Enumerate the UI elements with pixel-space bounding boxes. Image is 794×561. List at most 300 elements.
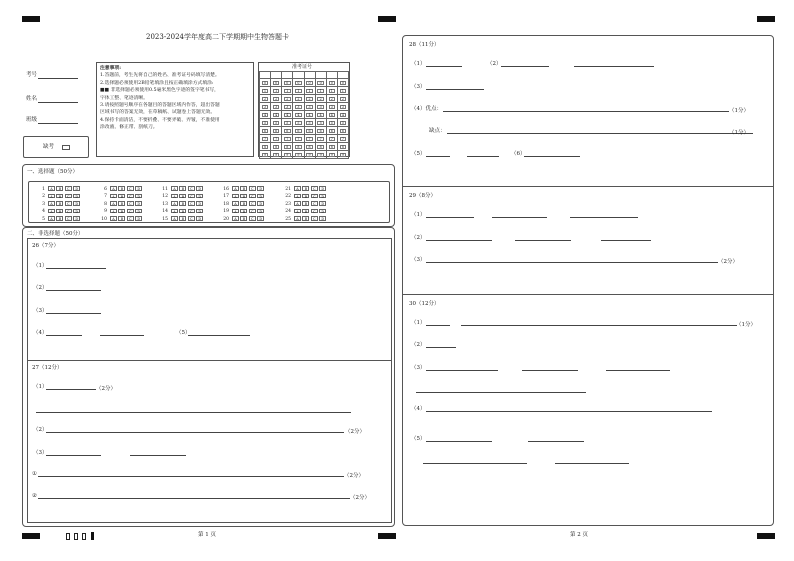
id-write-cell[interactable] <box>271 72 282 79</box>
mcq-option-bubble[interactable]: C <box>249 216 256 221</box>
id-digit-cell[interactable] <box>293 79 304 87</box>
id-digit-cell[interactable] <box>282 79 293 87</box>
id-digit-cell[interactable] <box>315 119 326 127</box>
mcq-option-bubble[interactable]: D <box>257 216 264 221</box>
id-digit-bubble[interactable]: 8 <box>273 145 280 149</box>
mcq-option-bubble[interactable]: B <box>179 186 186 191</box>
id-digit-bubble[interactable]: 2 <box>340 97 347 101</box>
id-digit-bubble[interactable]: 6 <box>317 129 324 133</box>
mcq-option-bubble[interactable]: D <box>73 209 80 214</box>
id-digit-cell[interactable] <box>271 79 282 87</box>
mcq-option-bubble[interactable]: A <box>110 209 117 214</box>
q28-answer-2a[interactable] <box>501 66 549 67</box>
id-digit-bubble[interactable]: 0 <box>340 81 347 85</box>
mcq-option-bubble[interactable]: D <box>257 194 264 199</box>
id-digit-cell[interactable] <box>315 151 326 159</box>
id-digit-cell[interactable] <box>282 87 293 95</box>
id-digit-bubble[interactable]: 2 <box>306 97 313 101</box>
id-digit-bubble[interactable]: 0 <box>295 81 302 85</box>
id-digit-cell[interactable] <box>337 111 348 119</box>
mcq-option-bubble[interactable]: D <box>319 216 326 221</box>
id-digit-cell[interactable] <box>293 111 304 119</box>
id-digit-bubble[interactable]: 1 <box>295 89 302 93</box>
mcq-option-bubble[interactable]: C <box>65 209 72 214</box>
q26-answer-4a[interactable] <box>46 335 82 336</box>
id-digit-bubble[interactable]: 8 <box>295 145 302 149</box>
q30-answer-3c[interactable] <box>606 370 670 371</box>
id-digit-cell[interactable] <box>326 143 337 151</box>
q30-answer-3a[interactable] <box>426 370 498 371</box>
mcq-option-bubble[interactable]: C <box>65 194 72 199</box>
id-digit-bubble[interactable]: 5 <box>262 121 269 125</box>
id-digit-bubble[interactable]: 5 <box>340 121 347 125</box>
id-digit-cell[interactable] <box>315 79 326 87</box>
id-digit-cell[interactable] <box>326 127 337 135</box>
id-write-cell[interactable] <box>282 72 293 79</box>
id-digit-bubble[interactable]: 8 <box>306 145 313 149</box>
mcq-option-bubble[interactable]: C <box>65 201 72 206</box>
id-digit-cell[interactable] <box>282 127 293 135</box>
id-digit-bubble[interactable]: 1 <box>329 89 336 93</box>
mcq-option-bubble[interactable]: C <box>249 201 256 206</box>
mcq-option-bubble[interactable]: A <box>110 194 117 199</box>
mcq-option-bubble[interactable]: C <box>188 194 195 199</box>
id-digit-cell[interactable] <box>304 127 315 135</box>
mcq-option-bubble[interactable]: B <box>179 194 186 199</box>
id-digit-bubble[interactable]: 3 <box>340 105 347 109</box>
id-digit-bubble[interactable]: 3 <box>306 105 313 109</box>
id-digit-cell[interactable] <box>337 143 348 151</box>
id-digit-bubble[interactable]: 5 <box>306 121 313 125</box>
id-digit-cell[interactable] <box>260 143 271 151</box>
id-digit-cell[interactable] <box>293 119 304 127</box>
absent-checkbox[interactable] <box>62 145 70 150</box>
mcq-option-bubble[interactable]: C <box>311 209 318 214</box>
exam-number-field[interactable] <box>38 78 78 79</box>
mcq-option-bubble[interactable]: A <box>294 201 301 206</box>
q28-answer-2b[interactable] <box>574 66 654 67</box>
id-digit-cell[interactable] <box>260 79 271 87</box>
mcq-option-bubble[interactable]: D <box>319 194 326 199</box>
mcq-option-bubble[interactable]: A <box>110 186 117 191</box>
id-write-cell[interactable] <box>337 72 348 79</box>
mcq-option-bubble[interactable]: D <box>73 201 80 206</box>
q30-answer-1a[interactable] <box>426 325 450 326</box>
id-digit-cell[interactable] <box>271 111 282 119</box>
q30-answer-3b[interactable] <box>522 370 578 371</box>
q30-answer-5c[interactable] <box>423 463 527 464</box>
q26-answer-5[interactable] <box>188 335 250 336</box>
q27-answer-3a[interactable] <box>46 455 101 456</box>
id-digit-bubble[interactable]: 9 <box>262 153 269 157</box>
mcq-option-bubble[interactable]: B <box>56 186 63 191</box>
id-digit-bubble[interactable]: 2 <box>295 97 302 101</box>
mcq-option-bubble[interactable]: A <box>294 194 301 199</box>
id-digit-cell[interactable] <box>293 143 304 151</box>
id-digit-bubble[interactable]: 1 <box>273 89 280 93</box>
id-digit-bubble[interactable]: 1 <box>340 89 347 93</box>
mcq-option-bubble[interactable]: C <box>188 209 195 214</box>
id-digit-cell[interactable] <box>260 151 271 159</box>
mcq-area[interactable] <box>29 182 389 222</box>
id-digit-cell[interactable] <box>315 103 326 111</box>
id-digit-cell[interactable] <box>282 103 293 111</box>
q28-answer-6[interactable] <box>524 156 580 157</box>
q30-answer-5d[interactable] <box>555 463 629 464</box>
id-digit-bubble[interactable]: 8 <box>340 145 347 149</box>
id-digit-cell[interactable] <box>315 135 326 143</box>
mcq-option-bubble[interactable]: D <box>73 186 80 191</box>
id-write-cell[interactable] <box>293 72 304 79</box>
id-digit-cell[interactable] <box>282 135 293 143</box>
id-digit-cell[interactable] <box>271 143 282 151</box>
id-digit-cell[interactable] <box>337 119 348 127</box>
id-digit-bubble[interactable]: 0 <box>262 81 269 85</box>
id-digit-cell[interactable] <box>304 79 315 87</box>
mcq-option-bubble[interactable]: C <box>127 194 134 199</box>
id-digit-bubble[interactable]: 5 <box>284 121 291 125</box>
id-digit-bubble[interactable]: 0 <box>284 81 291 85</box>
q26-answer-2[interactable] <box>46 290 101 291</box>
mcq-option-bubble[interactable]: D <box>319 201 326 206</box>
mcq-option-bubble[interactable]: D <box>73 194 80 199</box>
q26-answer-3[interactable] <box>46 313 101 314</box>
mcq-option-bubble[interactable]: A <box>232 194 239 199</box>
id-number-grid[interactable] <box>259 71 349 159</box>
id-digit-bubble[interactable]: 5 <box>317 121 324 125</box>
q29-answer-2a[interactable] <box>426 240 492 241</box>
mcq-option-bubble[interactable]: D <box>135 216 142 221</box>
id-digit-bubble[interactable]: 6 <box>329 129 336 133</box>
id-write-cell[interactable] <box>315 72 326 79</box>
mcq-option-bubble[interactable]: A <box>294 216 301 221</box>
id-digit-cell[interactable] <box>337 151 348 159</box>
mcq-option-bubble[interactable]: C <box>127 186 134 191</box>
id-digit-cell[interactable] <box>304 103 315 111</box>
q28-answer-4b[interactable] <box>447 133 753 134</box>
id-digit-bubble[interactable]: 2 <box>273 97 280 101</box>
id-digit-cell[interactable] <box>293 103 304 111</box>
class-field[interactable] <box>38 123 78 124</box>
id-digit-cell[interactable] <box>260 103 271 111</box>
id-digit-bubble[interactable]: 4 <box>295 113 302 117</box>
id-digit-cell[interactable] <box>260 127 271 135</box>
mcq-option-bubble[interactable]: B <box>179 209 186 214</box>
mcq-option-bubble[interactable]: D <box>319 209 326 214</box>
q30-answer-5a[interactable] <box>426 441 492 442</box>
id-digit-cell[interactable] <box>326 119 337 127</box>
id-digit-bubble[interactable]: 7 <box>306 137 313 141</box>
mcq-option-bubble[interactable]: C <box>249 186 256 191</box>
q29-answer-3[interactable] <box>426 262 718 263</box>
mcq-option-bubble[interactable]: B <box>118 216 125 221</box>
id-digit-bubble[interactable]: 4 <box>317 113 324 117</box>
id-digit-bubble[interactable]: 1 <box>262 89 269 93</box>
mcq-option-bubble[interactable]: B <box>302 216 309 221</box>
id-digit-cell[interactable] <box>260 87 271 95</box>
id-digit-bubble[interactable]: 6 <box>262 129 269 133</box>
id-digit-cell[interactable] <box>337 103 348 111</box>
id-digit-bubble[interactable]: 8 <box>317 145 324 149</box>
mcq-option-bubble[interactable]: A <box>48 209 55 214</box>
mcq-option-bubble[interactable]: C <box>127 201 134 206</box>
id-digit-bubble[interactable]: 9 <box>306 153 313 157</box>
id-digit-bubble[interactable]: 8 <box>329 145 336 149</box>
mcq-option-bubble[interactable]: B <box>56 216 63 221</box>
mcq-option-bubble[interactable]: A <box>171 209 178 214</box>
mcq-option-bubble[interactable]: D <box>319 186 326 191</box>
id-digit-cell[interactable] <box>271 151 282 159</box>
mcq-option-bubble[interactable]: D <box>73 216 80 221</box>
id-digit-bubble[interactable]: 7 <box>273 137 280 141</box>
id-digit-cell[interactable] <box>304 87 315 95</box>
id-digit-bubble[interactable]: 7 <box>295 137 302 141</box>
mcq-option-bubble[interactable]: A <box>171 186 178 191</box>
id-digit-bubble[interactable]: 0 <box>329 81 336 85</box>
mcq-option-bubble[interactable]: B <box>302 201 309 206</box>
mcq-option-bubble[interactable]: D <box>257 201 264 206</box>
q30-answer-4[interactable] <box>426 411 712 412</box>
id-digit-cell[interactable] <box>282 143 293 151</box>
q27-answer-c2[interactable] <box>38 498 350 499</box>
q28-answer-5a[interactable] <box>426 156 450 157</box>
mcq-option-bubble[interactable]: B <box>240 209 247 214</box>
mcq-option-bubble[interactable]: A <box>171 201 178 206</box>
id-digit-cell[interactable] <box>271 119 282 127</box>
mcq-option-bubble[interactable]: B <box>302 209 309 214</box>
mcq-option-bubble[interactable]: D <box>196 209 203 214</box>
id-digit-cell[interactable] <box>260 135 271 143</box>
id-digit-bubble[interactable]: 3 <box>262 105 269 109</box>
q28-answer-3[interactable] <box>426 89 484 90</box>
id-digit-bubble[interactable]: 7 <box>340 137 347 141</box>
id-digit-bubble[interactable]: 9 <box>295 153 302 157</box>
id-write-cell[interactable] <box>260 72 271 79</box>
id-digit-cell[interactable] <box>315 127 326 135</box>
id-digit-cell[interactable] <box>304 119 315 127</box>
id-digit-cell[interactable] <box>337 87 348 95</box>
id-digit-bubble[interactable]: 4 <box>284 113 291 117</box>
mcq-option-bubble[interactable]: A <box>110 201 117 206</box>
id-digit-cell[interactable] <box>337 95 348 103</box>
mcq-option-bubble[interactable]: C <box>311 194 318 199</box>
id-digit-bubble[interactable]: 4 <box>329 113 336 117</box>
mcq-option-bubble[interactable]: A <box>232 201 239 206</box>
mcq-option-bubble[interactable]: B <box>179 201 186 206</box>
id-digit-cell[interactable] <box>293 127 304 135</box>
id-digit-cell[interactable] <box>293 87 304 95</box>
id-digit-cell[interactable] <box>260 119 271 127</box>
id-digit-bubble[interactable]: 2 <box>284 97 291 101</box>
q29-answer-1c[interactable] <box>570 217 638 218</box>
name-field[interactable] <box>38 102 78 103</box>
mcq-option-bubble[interactable]: B <box>118 201 125 206</box>
mcq-option-bubble[interactable]: B <box>56 209 63 214</box>
mcq-option-bubble[interactable]: D <box>196 194 203 199</box>
mcq-option-bubble[interactable]: D <box>135 194 142 199</box>
mcq-option-bubble[interactable]: B <box>118 194 125 199</box>
q30-answer-2[interactable] <box>426 347 456 348</box>
mcq-option-bubble[interactable]: B <box>240 201 247 206</box>
mcq-option-bubble[interactable]: B <box>302 186 309 191</box>
mcq-option-bubble[interactable]: B <box>179 216 186 221</box>
mcq-option-bubble[interactable]: B <box>240 194 247 199</box>
id-digit-bubble[interactable]: 6 <box>295 129 302 133</box>
id-digit-bubble[interactable]: 6 <box>340 129 347 133</box>
id-digit-cell[interactable] <box>293 95 304 103</box>
id-digit-bubble[interactable]: 5 <box>329 121 336 125</box>
id-digit-cell[interactable] <box>304 111 315 119</box>
id-digit-cell[interactable] <box>326 111 337 119</box>
mcq-option-bubble[interactable]: A <box>171 216 178 221</box>
mcq-option-bubble[interactable]: C <box>127 216 134 221</box>
q27-answer-3b[interactable] <box>130 455 186 456</box>
q26-answer-1[interactable] <box>46 268 106 269</box>
id-digit-bubble[interactable]: 8 <box>284 145 291 149</box>
id-digit-cell[interactable] <box>315 95 326 103</box>
mcq-option-bubble[interactable]: C <box>188 186 195 191</box>
mcq-option-bubble[interactable]: A <box>110 216 117 221</box>
id-digit-bubble[interactable]: 7 <box>329 137 336 141</box>
mcq-option-bubble[interactable]: A <box>294 209 301 214</box>
id-digit-bubble[interactable]: 9 <box>273 153 280 157</box>
mcq-option-bubble[interactable]: B <box>240 186 247 191</box>
q27-answer-2[interactable] <box>46 432 344 433</box>
id-digit-bubble[interactable]: 6 <box>284 129 291 133</box>
id-digit-cell[interactable] <box>282 95 293 103</box>
mcq-option-bubble[interactable]: C <box>65 186 72 191</box>
mcq-option-bubble[interactable]: D <box>196 216 203 221</box>
mcq-option-bubble[interactable]: D <box>257 186 264 191</box>
id-digit-bubble[interactable]: 8 <box>262 145 269 149</box>
mcq-option-bubble[interactable]: A <box>232 216 239 221</box>
id-digit-bubble[interactable]: 9 <box>284 153 291 157</box>
id-digit-bubble[interactable]: 3 <box>273 105 280 109</box>
q29-answer-2c[interactable] <box>601 240 651 241</box>
id-write-cell[interactable] <box>304 72 315 79</box>
q30-answer-5b[interactable] <box>528 441 584 442</box>
mcq-option-bubble[interactable]: C <box>188 216 195 221</box>
q30-answer-3d[interactable] <box>416 392 586 393</box>
id-digit-cell[interactable] <box>326 87 337 95</box>
id-digit-cell[interactable] <box>337 79 348 87</box>
mcq-option-bubble[interactable]: A <box>294 186 301 191</box>
q27-answer-c1[interactable] <box>38 476 344 477</box>
mcq-option-bubble[interactable]: D <box>135 201 142 206</box>
id-digit-bubble[interactable]: 3 <box>329 105 336 109</box>
id-digit-cell[interactable] <box>260 111 271 119</box>
mcq-option-bubble[interactable]: B <box>302 194 309 199</box>
q30-answer-1b[interactable] <box>461 325 737 326</box>
id-digit-cell[interactable] <box>304 135 315 143</box>
id-digit-bubble[interactable]: 2 <box>329 97 336 101</box>
id-digit-bubble[interactable]: 7 <box>317 137 324 141</box>
mcq-option-bubble[interactable]: B <box>118 186 125 191</box>
mcq-option-bubble[interactable]: A <box>48 194 55 199</box>
id-digit-bubble[interactable]: 0 <box>273 81 280 85</box>
id-digit-cell[interactable] <box>282 111 293 119</box>
id-digit-cell[interactable] <box>271 127 282 135</box>
mcq-option-bubble[interactable]: C <box>311 216 318 221</box>
id-digit-cell[interactable] <box>304 143 315 151</box>
id-digit-bubble[interactable]: 4 <box>340 113 347 117</box>
id-digit-bubble[interactable]: 4 <box>262 113 269 117</box>
id-digit-bubble[interactable]: 2 <box>262 97 269 101</box>
id-digit-cell[interactable] <box>315 87 326 95</box>
id-digit-cell[interactable] <box>326 135 337 143</box>
id-digit-bubble[interactable]: 7 <box>284 137 291 141</box>
id-digit-cell[interactable] <box>271 135 282 143</box>
mcq-option-bubble[interactable]: C <box>311 201 318 206</box>
q27-answer-1b[interactable] <box>36 412 351 413</box>
q28-answer-5b[interactable] <box>467 156 499 157</box>
mcq-option-bubble[interactable]: D <box>196 201 203 206</box>
mcq-option-bubble[interactable]: D <box>257 209 264 214</box>
id-digit-cell[interactable] <box>337 127 348 135</box>
q27-answer-1[interactable] <box>46 389 96 390</box>
id-digit-bubble[interactable]: 5 <box>273 121 280 125</box>
id-digit-cell[interactable] <box>326 103 337 111</box>
id-write-cell[interactable] <box>326 72 337 79</box>
id-digit-cell[interactable] <box>315 111 326 119</box>
id-digit-bubble[interactable]: 4 <box>273 113 280 117</box>
id-digit-cell[interactable] <box>337 135 348 143</box>
id-digit-cell[interactable] <box>293 151 304 159</box>
id-digit-bubble[interactable]: 9 <box>340 153 347 157</box>
id-digit-cell[interactable] <box>271 95 282 103</box>
id-digit-bubble[interactable]: 9 <box>329 153 336 157</box>
mcq-option-bubble[interactable]: A <box>48 216 55 221</box>
id-digit-bubble[interactable]: 3 <box>317 105 324 109</box>
id-digit-cell[interactable] <box>271 103 282 111</box>
id-digit-cell[interactable] <box>326 95 337 103</box>
id-digit-cell[interactable] <box>304 151 315 159</box>
mcq-option-bubble[interactable]: C <box>249 209 256 214</box>
id-digit-cell[interactable] <box>293 135 304 143</box>
mcq-option-bubble[interactable]: D <box>135 186 142 191</box>
id-digit-bubble[interactable]: 1 <box>284 89 291 93</box>
id-digit-bubble[interactable]: 0 <box>317 81 324 85</box>
id-digit-bubble[interactable]: 3 <box>284 105 291 109</box>
id-digit-cell[interactable] <box>282 151 293 159</box>
mcq-option-bubble[interactable]: A <box>48 186 55 191</box>
id-digit-cell[interactable] <box>282 119 293 127</box>
id-digit-bubble[interactable]: 7 <box>262 137 269 141</box>
mcq-option-bubble[interactable]: C <box>311 186 318 191</box>
id-digit-bubble[interactable]: 0 <box>306 81 313 85</box>
mcq-option-bubble[interactable]: C <box>65 216 72 221</box>
id-digit-bubble[interactable]: 3 <box>295 105 302 109</box>
id-digit-bubble[interactable]: 5 <box>295 121 302 125</box>
mcq-option-bubble[interactable]: B <box>240 216 247 221</box>
q26-answer-4b[interactable] <box>100 335 144 336</box>
mcq-option-bubble[interactable]: A <box>48 201 55 206</box>
q29-answer-1a[interactable] <box>426 217 474 218</box>
q28-answer-4a[interactable] <box>443 111 729 112</box>
id-digit-bubble[interactable]: 1 <box>317 89 324 93</box>
id-digit-cell[interactable] <box>315 143 326 151</box>
mcq-option-bubble[interactable]: A <box>171 194 178 199</box>
mcq-option-bubble[interactable]: C <box>249 194 256 199</box>
mcq-option-bubble[interactable]: B <box>118 209 125 214</box>
id-digit-cell[interactable] <box>271 87 282 95</box>
mcq-option-bubble[interactable]: A <box>232 186 239 191</box>
q28-answer-1[interactable] <box>426 66 462 67</box>
id-digit-bubble[interactable]: 1 <box>306 89 313 93</box>
mcq-option-bubble[interactable]: C <box>188 201 195 206</box>
id-digit-bubble[interactable]: 4 <box>306 113 313 117</box>
mcq-option-bubble[interactable]: B <box>56 194 63 199</box>
